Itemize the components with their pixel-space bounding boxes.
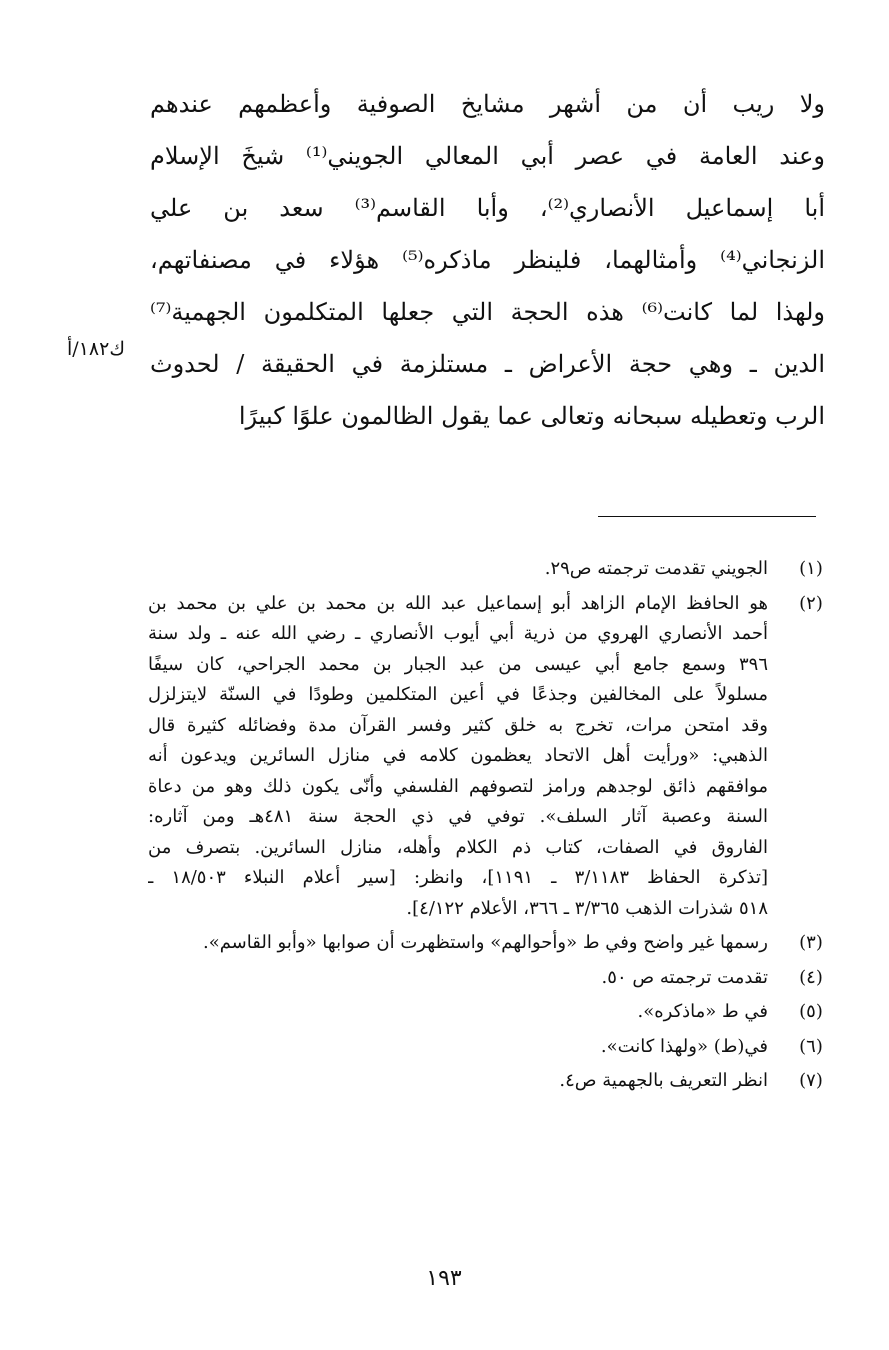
main-text-line: الرب وتعطيله سبحانه وتعالى عما يقول الظالمون علوًا كبيرًا [238,402,825,430]
footnotes [148,554,828,1097]
main-text-line: الدين ـ وهي حجة الأعراض ـ مستلزمة في الحقيقة / لحدوث [150,350,825,378]
footnote-number: (٥) [799,1001,823,1022]
footnote-line: في ط «ماذكره». [637,1001,768,1022]
footnote-line: الذهبي: «ورأيت أهل الاتحاد يعظمون كلامه في منازل السائرين ويدعون أنه [148,745,768,766]
footnote-line: أحمد الأنصاري الهروي من ذرية أبي أيوب الأنصاري ـ رضي الله عنه ـ ولد سنة [148,623,768,644]
footnote-number: (٧) [799,1070,823,1091]
footnote-number: (٣) [799,932,823,953]
footnote-number: (٦) [799,1035,823,1057]
footnote [148,1066,828,1097]
footnote-line: رسمها غير واضح وفي ط «وأحوالهم» واستظهرت أن صوابها «وأبو القاسم». [202,932,768,953]
footnote [148,963,828,994]
main-text-line: الزنجاني⁽⁴⁾ وأمثالهما، فلينظر ماذكره⁽⁵⁾ هؤلاء في مصنفاتهم، [150,246,825,274]
footnote-line: ٣٩٦ وسمع جامع أبي عيسى من عبد الجبار بن محمد الجراحي، كان سيفًا [148,653,768,675]
footnote-line: موافقهم ذائق لوجدهم ورامز لتصوفهم الفلسفي وأنّى يكون ذلك وهو من دعاة [148,775,768,797]
main-text [150,78,825,442]
manuscript-folio-note: ك١٨٢/أ [67,338,125,360]
footnote-line: وقد امتحن مرات، تخرج به خلق كثير وفسر القرآن مدة وفضائله كثيرة قال [148,714,768,736]
footnote-line: في(ط) «ولهذا كانت». [600,1035,768,1057]
footnote-number: (١) [799,558,823,579]
footnote-line: [تذكرة الحفاظ ٣/١١٨٣ ـ ١١٩١]، وانظر: [سير أعلام النبلاء ١٨/٥٠٣ ـ [148,867,768,888]
footnote-number: (٤) [799,966,823,988]
main-text-line: أبا إسماعيل الأنصاري⁽²⁾، وأبا القاسم⁽³⁾ سعد بن علي [150,194,825,222]
footnote-line: الفاروق في الصفات، كتاب ذم الكلام وأهله، منازل السائرين. بتصرف من [148,836,768,858]
footnote-line: الجويني تقدمت ترجمته ص٢٩. [544,558,768,579]
footnote [148,997,828,1028]
footnote-line: مسلولاً على المخالفين وجذعًا في أعين المتكلمين وطودًا في السنّة لايتزلزل [148,684,768,705]
footnote-line: هو الحافظ الإمام الزاهد أبو إسماعيل عبد الله بن محمد بن علي بن محمد بن [148,592,768,614]
footnote-number: (٢) [799,592,823,614]
footnote [148,928,828,959]
main-text-line: ولهذا لما كانت⁽⁶⁾ هذه الحجة التي جعلها المتكلمون الجهمية⁽⁷⁾ [150,298,825,326]
footnote-line: انظر التعريف بالجهمية ص٤. [559,1070,768,1091]
footnote [148,1032,828,1063]
footnote [148,554,828,585]
footnote [148,589,828,925]
page-number: ١٩٣ [426,1266,462,1291]
footnote-line: السنة وعصبة آثار السلف». توفي في ذي الحجة سنة ٤٨١هـ ومن آثاره: [148,806,768,827]
footnote-line: تقدمت ترجمته ص ٥٠. [601,966,768,988]
main-text-line: ولا ريب أن من أشهر مشايخ الصوفية وأعظمهم عندهم [150,90,825,118]
footnote-line: ٥١٨ شذرات الذهب ٣/٣٦٥ ـ ٣٦٦، الأعلام ٤/١٢٢]. [406,897,768,919]
footnote-separator [598,516,816,517]
main-text-line: وعند العامة في عصر أبي المعالي الجويني⁽¹⁾ شيخَ الإسلام [150,142,825,170]
